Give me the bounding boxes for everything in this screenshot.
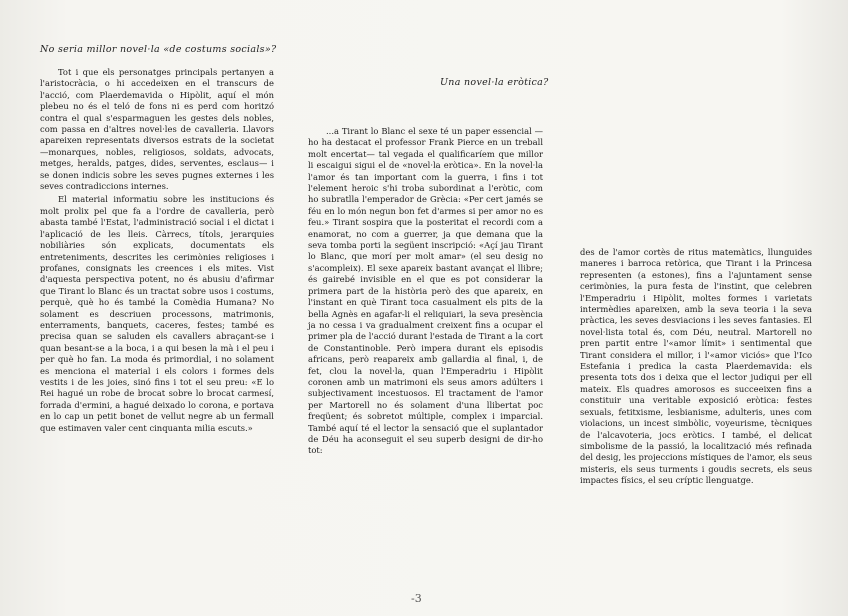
text-column-right — [580, 247, 812, 489]
page-number: -3 — [411, 592, 422, 605]
paragraph: El material informatiu sobre les institucions és molt prolix pel que fa a l'ordre de cavalleria, però abasta també l'Estat, l'administració social i el dictat i l'aplicació de les lleis. Càrrecs, títols, jerarquies nobiliàries són explicats, documentats els entreteniments, descrites les cerimònies religioses i profanes, consignats les creences i els mites. Vist d'aquesta perspectiva potent, no és abusiu d'afirmar que Tirant lo Blanc és un tractat sobre usos i costums, perquè, què ho és també la Comèdia Humana? No solament es descriuen processons, matrimonis, enterraments, banquets, caceres, festes; també es precisa quan se saluden els cavallers abraçant-se i quan besant-se a la boca, i a qui besen la mà i el peu i per què ho fan. La moda és primordial, i no solament es menciona el material i els colors i formes dels vestits i de les joies, sinó fins i tot el seu preu: «E lo Rei hagué un robe de brocat sobre lo brocat carmesí, forrada d'ermini, a hagué deixado lo corona, e portava en lo cap un petit bonet de vellut negre ab un fermall que estimaven valer cent cinquanta milia escuts.» — [40, 194, 274, 433]
section-heading-left: No seria millor novel·la «de costums socials»? — [40, 44, 277, 55]
section-heading-middle: Una novel·la eròtica? — [440, 77, 549, 88]
text-column-middle — [308, 126, 543, 459]
paragraph: Tot i que els personatges principals pertanyen a l'aristocràcia, o hi accedeixen en el transcurs de l'acció, com Plaerdemavida o Hipòlit, aquí el món plebeu no és el teló de fons ni es perd com horitzó contra el qual s'esparmaguen les gestes dels nobles, com passa en d'altres novel·les de cavalleria. Llavors apareixen representats diversos estrats de la societat —monarques, nobles, religiosos, soldats, advocats, metges, heralds, patges, dides, serventes, esclaus— i se donen indicis sobre les seves pugnes externes i les seves contradiccions internes. — [40, 67, 274, 192]
paragraph: ...a Tirant lo Blanc el sexe té un paper essencial —ho ha destacat el professor Frank Pierce en un treball molt encertat— tal vegada el qualificaríem que millor li escaigui sigui el de «novel·la eròtica». En la novel·la l'amor és tan important com la guerra, i fins i tot l'element heroic s'hi troba subordinat a l'eròtic, com ho subratlla l'emperador de Grècia: «Per cert jamés se féu en lo món negun bon fet d'armes si per amor no es feu.» Tirant sospira que la posteritat el recordi com a enamorat, no com a guerrer, ja que demana que la seva tomba porti la següent inscripció: «Açí jau Tirant lo Blanc, que morí per molt amar» (el seu desig no s'acompleix). El sexe apareix bastant avançat el llibre; és gairebé invisible en el que es pot considerar la primera part de la història però des que apareix, en l'instant en què Tirant toca casualment els pits de la bella Agnès en agafar-li el reliquiari, la seva presència ja no cessa i va gradualment creixent fins a ocupar el primer pla de l'acció durant l'estada de Tirant a la cort de Constantinoble. Però impera durant els episodis africans, però reapareix amb gallardia al final, i, de fet, clou la novel·la, quan l'Emperadriu i Hipòlit coronen amb un matrimoni els seus amors adúlters i subjectivament incestuosos. El tractament de l'amor per Martorell no és solament d'una llibertat poc freqüent; és sobretot múltiple, complex i imparcial. També aquí té el lector la sensació que el suplantador de Déu ha aconseguit el seu superb designi de dir-ho tot: — [308, 126, 543, 456]
text-column-left — [40, 67, 274, 436]
paragraph: des de l'amor cortès de ritus matemàtics, llunguides maneres i barroca retòrica, que Tirant i la Princesa representen (a estones), fins a l'ajuntament sense cerimònies, la pura festa de l'instint, que celebren l'Emperadriu i Hipòlit, moltes formes i varietats intermèdies apareixen, amb la seva teoria i la seva pràctica, les seves desviacions i les seves fantasies. El novel·lista total és, com Déu, neutral. Martorell no pren partit entre l'«amor límit» i sentimental que Tirant considera el millor, i l'«amor viciós» que l'Ico Estefania i predica la casta Plaerdemavida: els presenta tots dos i deixa que el lector judiqui per ell mateix. Els quadres amorosos es succeeixen fins a constituir una veritable exposició eròtica: festes sexuals, fetitxisme, lesbianisme, adulteris, unes com violacions, un incest simbòlic, voyeurisme, tècniques de l'alcavoteria, jocs eròtics. I també, el delicat simbolisme de la passió, la localització més refinada del desig, les projeccions místiques de l'amor, els seus misteris, els seus turments i goudis secrets, els seus impactes físics, el seu críptic llenguatge. — [580, 247, 812, 486]
